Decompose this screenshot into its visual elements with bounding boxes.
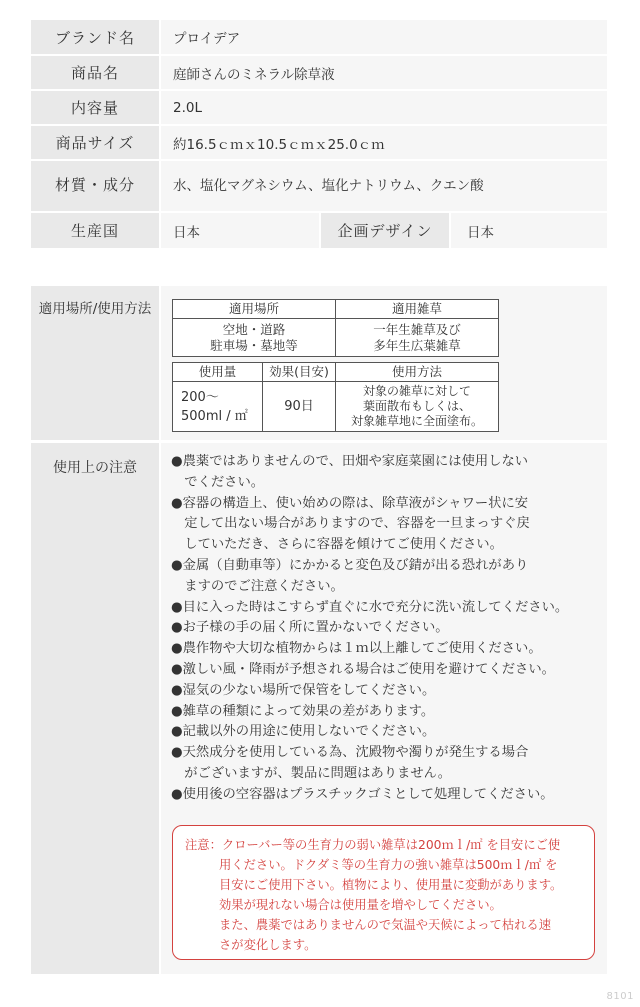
table-cell-line: 多年生広葉雑草 <box>373 337 461 353</box>
table-cell-line: 一年生雑草及び <box>373 321 461 337</box>
caution-line: ●目に入った時はこすらず直ぐに水で充分に洗い流してください。 <box>171 599 569 615</box>
warning-box <box>172 825 595 960</box>
warning-line: また、農薬ではありませんので気温や天候によって枯れる速 <box>219 918 552 932</box>
spec-label: 材質・成分 <box>31 161 159 211</box>
spec-value: 約16.5ｃｍｘ10.5ｃｍｘ25.0ｃｍ <box>161 126 607 159</box>
spec-value: プロイデア <box>161 20 607 54</box>
usage-section-title: 適用場所/使用方法 <box>38 301 152 317</box>
caution-section-label <box>31 443 159 974</box>
caution-line: でください。 <box>171 474 265 490</box>
table-cell-effect: 90日 <box>263 382 336 432</box>
table-cell-line: 駐車場・墓地等 <box>210 337 298 353</box>
caution-line: ●湿気の少ない場所で保管をしてください。 <box>171 682 436 698</box>
spec-label-design: 企画デザイン <box>321 213 449 248</box>
product-code: 8101 <box>606 991 634 1002</box>
table-cell-amount <box>173 382 263 432</box>
warning-line: 効果が現れない場合は使用量を増やしてください。 <box>219 898 502 912</box>
caution-line: ますのでご注意ください。 <box>171 578 344 594</box>
table-cell-line: 葉面散布もしくは、 <box>362 399 471 413</box>
spec-value: 水、塩化マグネシウム、塩化ナトリウム、クエン酸 <box>161 161 607 211</box>
warning-line: さが変化します。 <box>219 938 317 952</box>
usage-table-places <box>172 299 499 357</box>
table-header: 適用場所 <box>173 300 336 319</box>
spec-row-material <box>31 161 607 211</box>
warning-line: 用ください。ドクダミ等の生育力の強い雑草は500ｍｌ/㎡ を <box>219 858 558 872</box>
caution-line: ●農作物や大切な植物からは１ｍ以上離してご使用ください。 <box>171 641 542 657</box>
spec-row-brand <box>31 20 607 54</box>
caution-line: ●記載以外の用途に使用しないでください。 <box>171 724 436 740</box>
table-header: 効果(目安) <box>263 363 336 382</box>
caution-line: していただき、さらに容器を傾けてご使用ください。 <box>171 537 503 553</box>
table-cell-line: 空地・道路 <box>222 321 286 337</box>
caution-line: ●天然成分を使用している為、沈殿物や濁りが発生する場合 <box>171 745 529 761</box>
spec-value: 庭師さんのミネラル除草液 <box>161 56 607 89</box>
caution-line: ●農薬ではありませんので、田畑や家庭菜園には使用しない <box>171 454 529 469</box>
spec-row-product-name <box>31 56 607 89</box>
table-cell-line: 500ml / ㎡ <box>181 408 248 424</box>
caution-line: ●容器の構造上、使い始めの際は、除草液がシャワー状に安 <box>171 495 529 511</box>
table-cell-places <box>173 319 336 357</box>
spec-row-origin <box>31 213 607 248</box>
spec-value-design: 日本 <box>451 213 607 248</box>
spec-value: 2.0L <box>161 91 607 124</box>
caution-line: ●使用後の空容器はプラスチックゴミとして処理してください。 <box>171 786 554 802</box>
spec-label: 商品サイズ <box>31 126 159 159</box>
table-header: 使用方法 <box>336 363 499 382</box>
caution-line: ●お子様の手の届く所に置かないでください。 <box>171 620 449 636</box>
table-cell-line: 200～ <box>181 389 219 405</box>
table-cell-line: 対象雑草地に全面塗布。 <box>350 414 483 428</box>
table-cell-weeds <box>336 319 499 357</box>
caution-line: がございますが、製品に問題はありません。 <box>171 765 452 781</box>
spec-label: 内容量 <box>31 91 159 124</box>
warning-line: 目安にご使用下さい。植物により、使用量に変動があります。 <box>219 878 563 892</box>
spec-row-capacity <box>31 91 607 124</box>
spec-label: 商品名 <box>31 56 159 89</box>
spec-row-size <box>31 126 607 159</box>
table-header: 使用量 <box>173 363 263 382</box>
spec-label: 生産国 <box>31 213 159 248</box>
warning-line: 注意：クローバー等の生育力の弱い雑草は200ｍｌ/㎡ を目安にご使 <box>185 838 561 852</box>
spec-label: ブランド名 <box>31 20 159 54</box>
table-header: 適用雑草 <box>336 300 499 319</box>
table-cell-method <box>336 382 499 432</box>
caution-list <box>171 452 601 806</box>
caution-section-title: 使用上の注意 <box>53 460 137 476</box>
table-cell-line: 対象の雑草に対して <box>362 384 471 398</box>
usage-table-method <box>172 362 499 432</box>
caution-line: ●激しい風・降雨が予想される場合はご使用を避けてください。 <box>171 661 555 677</box>
caution-line: ●金属（自動車等）にかかると変色及び錆が出る恐れがあり <box>171 557 529 573</box>
caution-line: 定して出ない場合がありますので、容器を一旦まっすぐ戻 <box>171 516 530 532</box>
caution-line: ●雑草の種類によって効果の差があります。 <box>171 703 435 719</box>
spec-value: 日本 <box>161 213 319 248</box>
usage-section-label <box>31 286 159 440</box>
